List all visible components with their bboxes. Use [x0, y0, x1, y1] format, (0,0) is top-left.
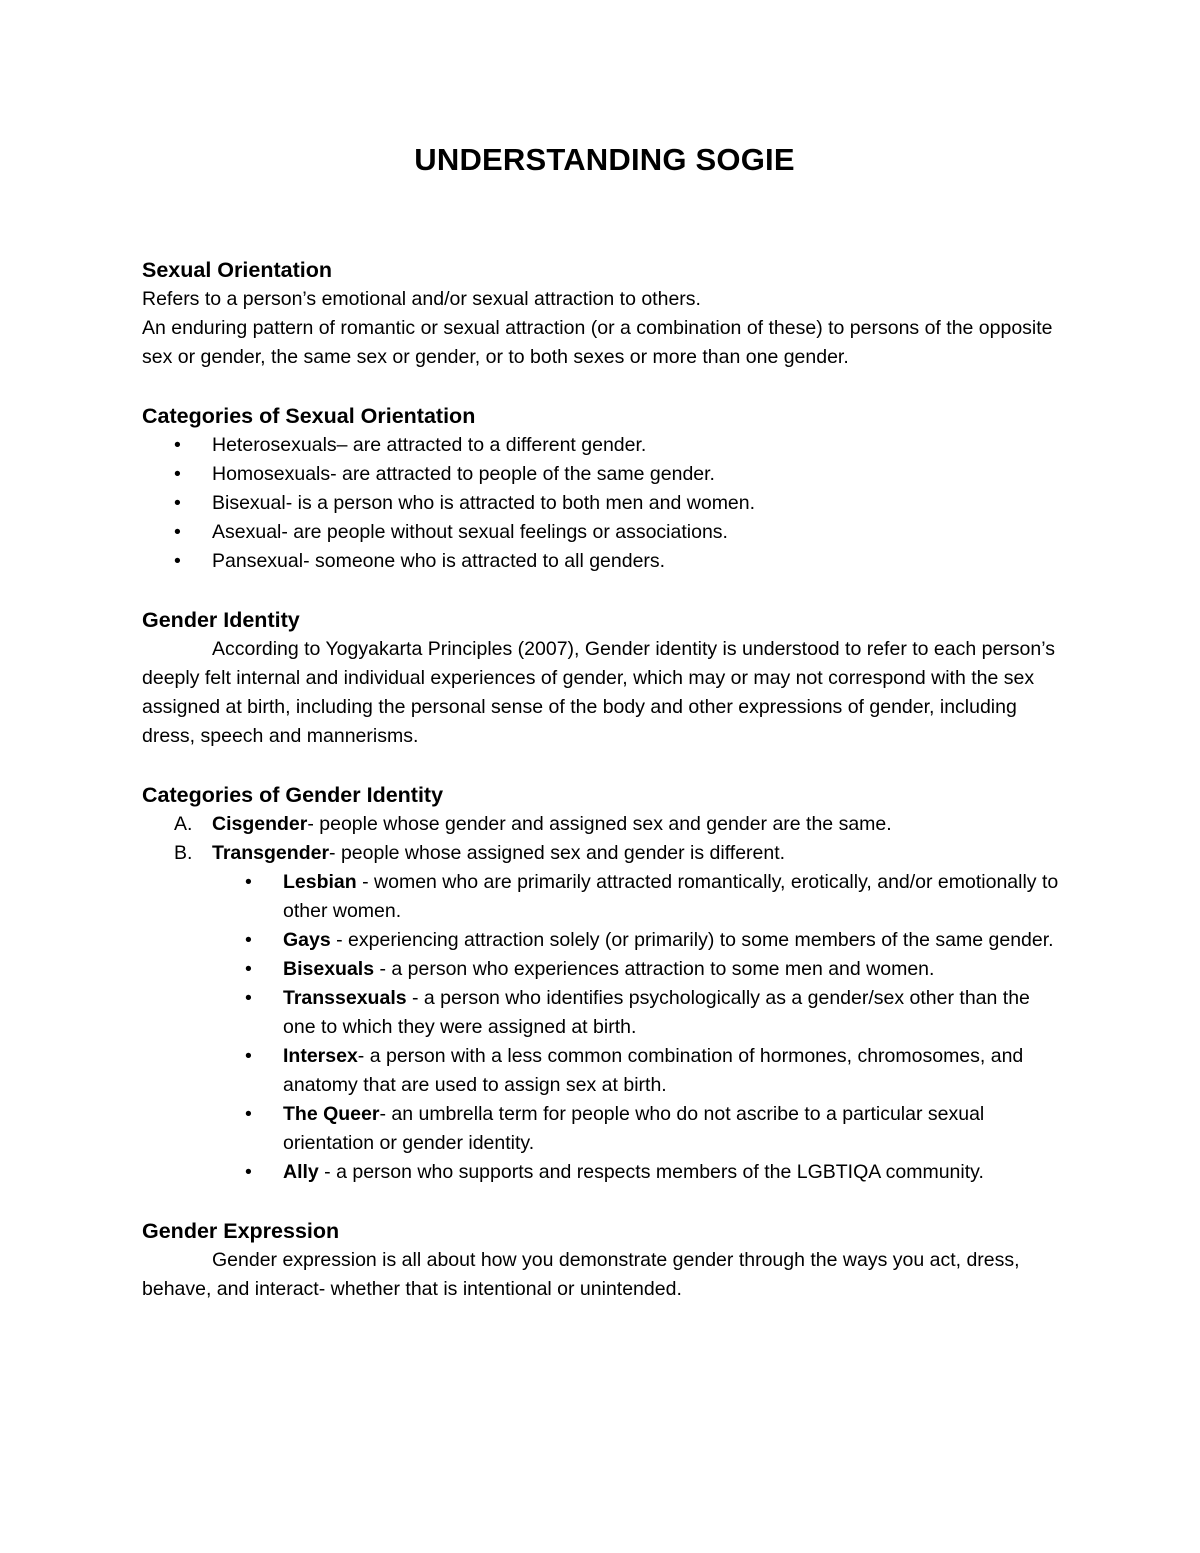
bullet-icon: • [245, 1045, 252, 1067]
bullet-icon: • [174, 521, 181, 543]
bullet-icon: • [174, 550, 181, 572]
term-description: - people whose gender and assigned sex and gender are the same. [307, 813, 892, 835]
bullet-icon: • [245, 1161, 252, 1183]
term-description: - a person who supports and respects members of the LGBTIQA community. [318, 1161, 984, 1183]
term-description: - a person who experiences attraction to some men and women. [374, 958, 935, 980]
list-item-text: Heterosexuals– are attracted to a different gender. [212, 434, 647, 456]
section-sexual-orientation [142, 256, 1067, 372]
section-heading: Sexual Orientation [142, 258, 332, 282]
section-categories-gender-identity [142, 781, 1067, 1187]
paragraph: Gender expression is all about how you demonstrate gender through the ways you act, dress, behave, and interact- whether that is intentional or unintended. [142, 1249, 1020, 1300]
term: The Queer [283, 1103, 380, 1125]
term-description: - a person who identifies psychologically as a gender/sex other than the one to which they were assigned at birth. [283, 987, 1030, 1038]
term-description: - an umbrella term for people who do not ascribe to a particular sexual orientation or gender identity. [283, 1103, 985, 1154]
term: Bisexuals [283, 958, 375, 980]
section-gender-expression [142, 1217, 1067, 1304]
list-item [142, 460, 1067, 489]
list-letter: A. [174, 813, 193, 835]
term: Gays [283, 929, 331, 951]
bullet-icon: • [245, 958, 252, 980]
term-description: - a person with a less common combination of hormones, chromosomes, and anatomy that are used to assign sex at birth. [283, 1045, 1024, 1096]
bullet-icon: • [245, 987, 252, 1009]
list-item [142, 810, 1067, 839]
list-item-text: Asexual- are people without sexual feelings or associations. [212, 521, 728, 543]
list-item [142, 1042, 1067, 1100]
paragraph: Refers to a person’s emotional and/or sexual attraction to others. [142, 288, 701, 310]
term-description: - experiencing attraction solely (or primarily) to some members of the same gender. [330, 929, 1054, 951]
list-item [142, 518, 1067, 547]
section-categories-sexual-orientation [142, 402, 1067, 576]
term: Transsexuals [283, 987, 407, 1009]
list-item [142, 489, 1067, 518]
bullet-icon: • [174, 463, 181, 485]
section-heading: Categories of Gender Identity [142, 783, 444, 807]
sub-bullet-list [142, 868, 1067, 1187]
list-item [142, 547, 1067, 576]
list-item [142, 839, 1067, 868]
term: Lesbian [283, 871, 357, 893]
term: Cisgender [212, 813, 308, 835]
term-description: - people whose assigned sex and gender is different. [329, 842, 786, 864]
bullet-icon: • [174, 434, 181, 456]
document-page [142, 140, 1067, 1304]
list-item [142, 868, 1067, 926]
list-item [142, 984, 1067, 1042]
bullet-icon: • [245, 871, 252, 893]
bullet-icon: • [245, 1103, 252, 1125]
list-item-text: Bisexual- is a person who is attracted to both men and women. [212, 492, 756, 514]
list-item [142, 926, 1067, 955]
paragraph: An enduring pattern of romantic or sexual attraction (or a combination of these) to persons of the opposite sex or gender, the same sex or gender, or to both sexes or more than one gender. [142, 317, 1053, 368]
paragraph: According to Yogyakarta Principles (2007), Gender identity is understood to refer to each person’s deeply felt internal and individual experiences of gender, which may or may not correspond with the sex assigned at birth, including the personal sense of the body and other expressions of gender, including dress, speech and mannerisms. [142, 638, 1055, 747]
section-gender-identity [142, 606, 1067, 751]
list-item-text: Pansexual- someone who is attracted to all genders. [212, 550, 666, 572]
section-heading: Categories of Sexual Orientation [142, 404, 476, 428]
list-item [142, 955, 1067, 984]
section-heading: Gender Identity [142, 608, 300, 632]
list-item-text: Homosexuals- are attracted to people of the same gender. [212, 463, 715, 485]
lettered-list [142, 810, 1067, 868]
document-title: UNDERSTANDING SOGIE [414, 142, 795, 177]
term: Transgender [212, 842, 330, 864]
list-item [142, 1158, 1067, 1187]
bullet-icon: • [245, 929, 252, 951]
section-heading: Gender Expression [142, 1219, 340, 1243]
bullet-list [142, 431, 1067, 576]
bullet-icon: • [174, 492, 181, 514]
term-description: - women who are primarily attracted romantically, erotically, and/or emotionally to other women. [283, 871, 1059, 922]
term: Intersex [283, 1045, 358, 1067]
list-item [142, 1100, 1067, 1158]
list-letter: B. [174, 842, 193, 864]
list-item [142, 431, 1067, 460]
term: Ally [283, 1161, 319, 1183]
